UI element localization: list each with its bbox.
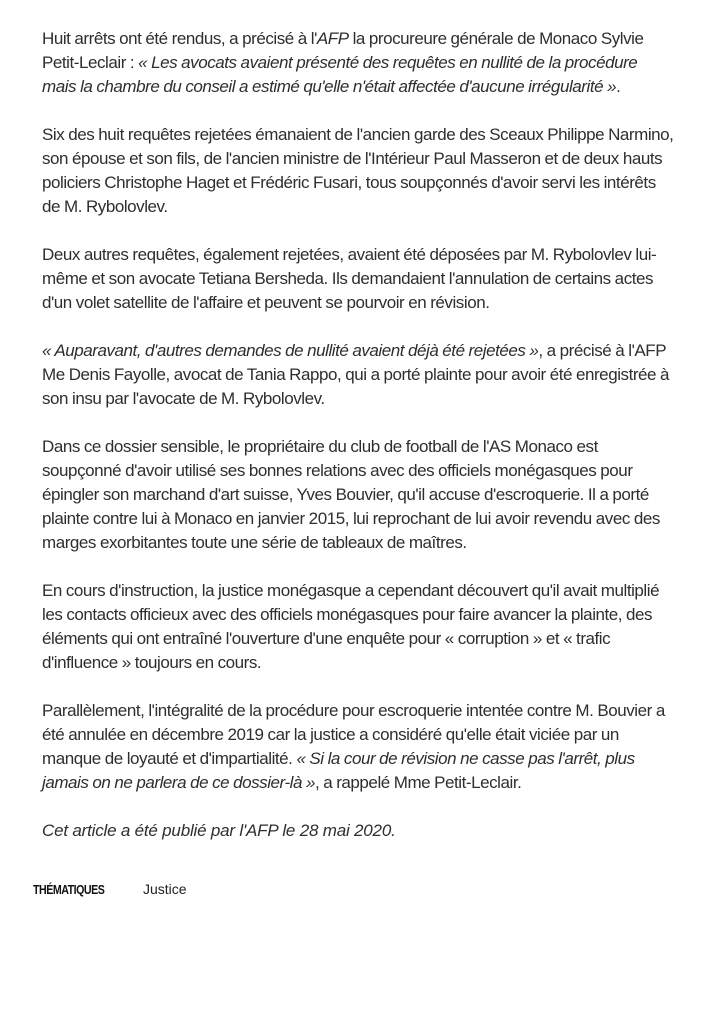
text: épingler son marchand d'art suisse, Yves Bouvier, qu'il accuse d'escroquerie. Il a porté [42, 485, 649, 504]
paragraph-line [42, 579, 712, 603]
text: Deux autres requêtes, également rejetées, avaient été déposées par M. Rybolovlev lui- [42, 245, 657, 264]
tags-label: THÉMATIQUES [33, 881, 105, 897]
text: marges exorbitantes toute une série de tableaux de maîtres. [42, 533, 467, 552]
text: la procureure générale de Monaco Sylvie [348, 29, 644, 48]
article-paragraph [42, 339, 712, 411]
paragraph-line [42, 267, 712, 291]
paragraph-line [42, 723, 712, 747]
text: plainte contre lui à Monaco en janvier 2015, lui reprochant de lui avoir revendu avec des [42, 509, 660, 528]
paragraph-line [42, 27, 712, 51]
paragraph-line [42, 195, 712, 219]
text: , a rappelé Mme Petit-Leclair. [314, 773, 522, 792]
text: Huit arrêts ont été rendus, a précisé à l' [42, 29, 317, 48]
paragraph-line [42, 507, 712, 531]
paragraph-line [42, 651, 712, 675]
paragraph-line [42, 747, 712, 771]
paragraph-line [42, 291, 712, 315]
text: son insu par l'avocate de M. Rybolovlev. [42, 389, 325, 408]
article-body [42, 27, 712, 860]
text: été annulée en décembre 2019 car la justice a considéré qu'elle était viciée par un [42, 725, 619, 744]
text: soupçonné d'avoir utilisé ses bonnes relations avec des officiels monégasques pour [42, 461, 633, 480]
text: . [616, 77, 621, 96]
italic-text: « Auparavant, d'autres demandes de nullité avaient déjà été rejetées » [42, 341, 539, 360]
paragraph-line [42, 699, 712, 723]
paragraph-line [42, 363, 712, 387]
italic-text: AFP [316, 29, 349, 48]
text: policiers Christophe Haget et Frédéric Fusari, tous soupçonnés d'avoir servi les intérêts [42, 173, 656, 192]
text: , a précisé à l'AFP [538, 341, 667, 360]
paragraph-line [42, 483, 712, 507]
text: son épouse et son fils, de l'ancien ministre de l'Intérieur Paul Masseron et de deux hauts [42, 149, 663, 168]
paragraph-line [42, 627, 712, 651]
text: même et son avocate Tetiana Bersheda. Ils demandaient l'annulation de certains actes [42, 269, 654, 288]
paragraph-line [42, 243, 712, 267]
italic-text: mais la chambre du conseil a estimé qu'elle n'était affectée d'aucune irrégularité » [42, 77, 617, 96]
tag-link-justice[interactable]: Justice [143, 881, 187, 897]
text: Parallèlement, l'intégralité de la procédure pour escroquerie intentée contre M. Bouvier a [42, 701, 665, 720]
article-paragraph [42, 435, 712, 555]
paragraph-line [42, 459, 712, 483]
article-paragraph [42, 243, 712, 315]
text: Dans ce dossier sensible, le propriétaire du club de football de l'AS Monaco est [42, 437, 598, 456]
paragraph-line [42, 771, 712, 795]
article-paragraph [42, 123, 712, 219]
paragraph-line [42, 387, 712, 411]
paragraph-line [42, 435, 712, 459]
article-paragraph [42, 27, 712, 99]
paragraph-line [42, 531, 712, 555]
paragraph-line [42, 51, 712, 75]
text: d'un volet satellite de l'affaire et peuvent se pourvoir en révision. [42, 293, 490, 312]
paragraph-line [42, 75, 712, 99]
text: de M. Rybolovlev. [42, 197, 168, 216]
paragraph-line [42, 123, 712, 147]
text: En cours d'instruction, la justice monégasque a cependant découvert qu'il avait multiplié [42, 581, 660, 600]
italic-text: jamais on ne parlera de ce dossier-là » [42, 773, 315, 792]
italic-text: « Si la cour de révision ne casse pas l'arrêt, plus [296, 749, 635, 768]
text: Petit-Leclair : [42, 53, 139, 72]
text: manque de loyauté et d'impartialité. [42, 749, 297, 768]
paragraph-line [42, 147, 712, 171]
text: Me Denis Fayolle, avocat de Tania Rappo, qui a porté plainte pour avoir été enregistrée à [42, 365, 670, 384]
text: éléments qui ont entraîné l'ouverture d'une enquête pour « corruption » et « trafic [42, 629, 611, 648]
paragraph-line [42, 603, 712, 627]
paragraph-line [42, 171, 712, 195]
text: les contacts officieux avec des officiels monégasques pour faire avancer la plainte, des [42, 605, 653, 624]
text: Six des huit requêtes rejetées émanaient de l'ancien garde des Sceaux Philippe Narmino, [42, 125, 674, 144]
publication-note: Cet article a été publié par l'AFP le 28 mai 2020. [42, 821, 396, 840]
text: d'influence » toujours en cours. [42, 653, 262, 672]
article-paragraph [42, 579, 712, 675]
article-paragraph [42, 699, 712, 795]
paragraph-line [42, 339, 712, 363]
tags-row [33, 881, 187, 897]
italic-text: « Les avocats avaient présenté des requêtes en nullité de la procédure [138, 53, 638, 72]
